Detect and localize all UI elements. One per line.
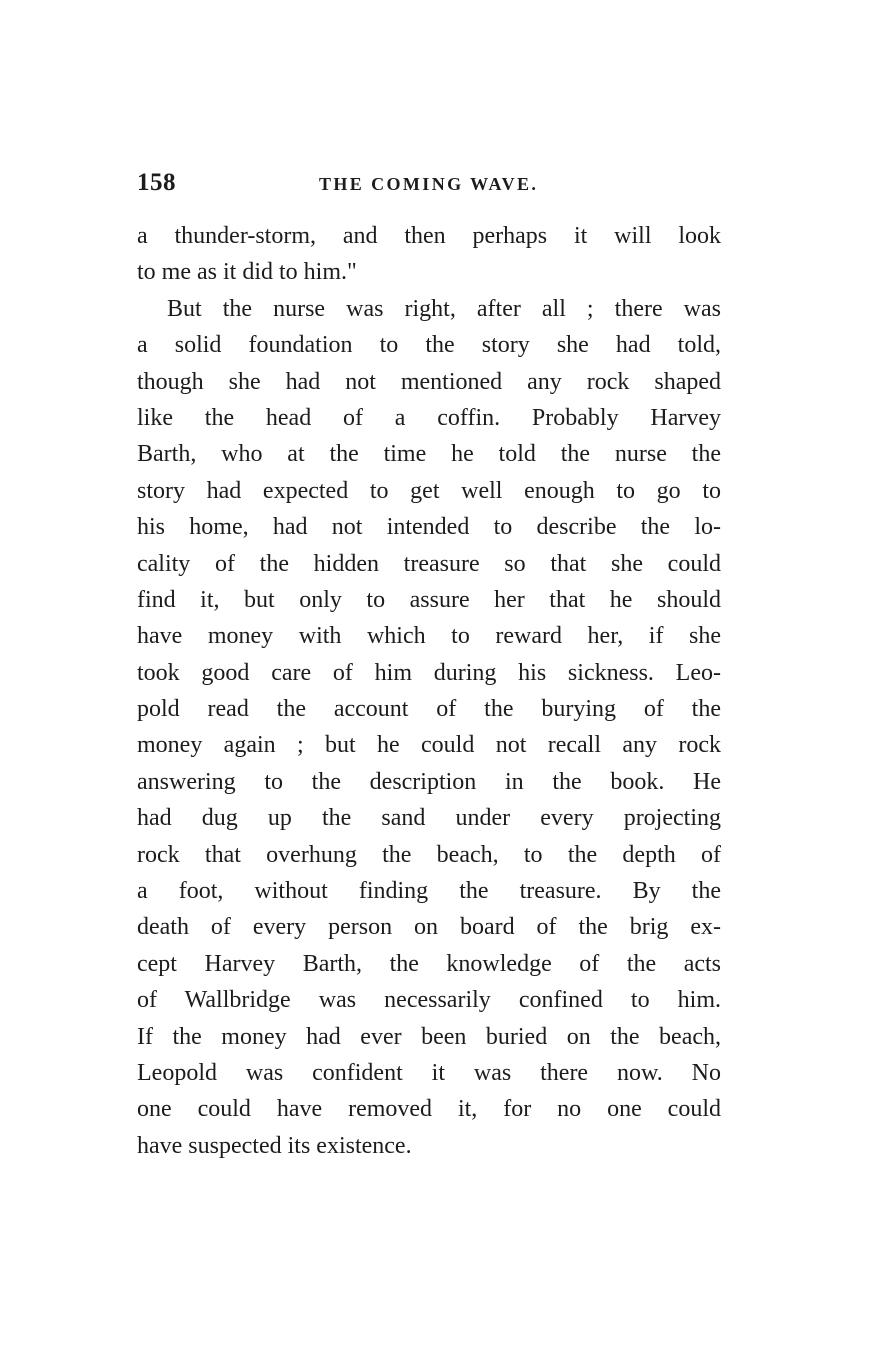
text-line: to me as it did to him." <box>137 259 357 286</box>
text-line: had dug up the sand under every projecting <box>137 805 721 832</box>
text-line: a thunder-storm, and then perhaps it will look <box>137 223 721 249</box>
text-line: have suspected its existence. <box>137 1132 412 1159</box>
text-line: find it, but only to assure her that he should <box>137 586 721 613</box>
text-line: pold read the account of the burying of the <box>137 696 721 723</box>
paragraph <box>137 218 721 291</box>
text-line: rock that overhung the beach, to the depth of <box>137 841 721 868</box>
text-line: answering to the description in the book. He <box>137 768 721 795</box>
running-head <box>137 168 721 198</box>
paragraph <box>137 291 721 1164</box>
text-line: Barth, who at the time he told the nurse the <box>137 441 721 468</box>
page-number: 158 <box>137 169 176 196</box>
text-line: a solid foundation to the story she had told, <box>137 332 721 359</box>
text-line: But the nurse was right, after all ; there was <box>167 295 721 322</box>
text-line: a foot, without finding the treasure. By the <box>137 878 721 905</box>
text-line: If the money had ever been buried on the beach, <box>137 1023 721 1050</box>
text-line: money again ; but he could not recall any rock <box>137 732 721 759</box>
text-line: Leopold was confident it was there now. No <box>137 1059 721 1086</box>
text-line: story had expected to get well enough to go to <box>137 477 721 504</box>
text-line: death of every person on board of the brig ex- <box>137 914 721 941</box>
text-line: have money with which to reward her, if she <box>137 623 721 650</box>
text-line: one could have removed it, for no one could <box>137 1096 721 1123</box>
text-line: took good care of him during his sickness. Leo- <box>137 659 721 686</box>
text-line: like the head of a coffin. Probably Harvey <box>137 404 721 431</box>
body-text <box>137 218 721 1164</box>
text-line: his home, had not intended to describe the lo- <box>137 514 721 541</box>
text-line: though she had not mentioned any rock shaped <box>137 368 721 395</box>
running-title: THE COMING WAVE. <box>319 174 539 194</box>
text-line: of Wallbridge was necessarily confined to him. <box>137 987 721 1014</box>
text-line: cality of the hidden treasure so that she could <box>137 550 721 577</box>
text-line: cept Harvey Barth, the knowledge of the acts <box>137 950 721 977</box>
